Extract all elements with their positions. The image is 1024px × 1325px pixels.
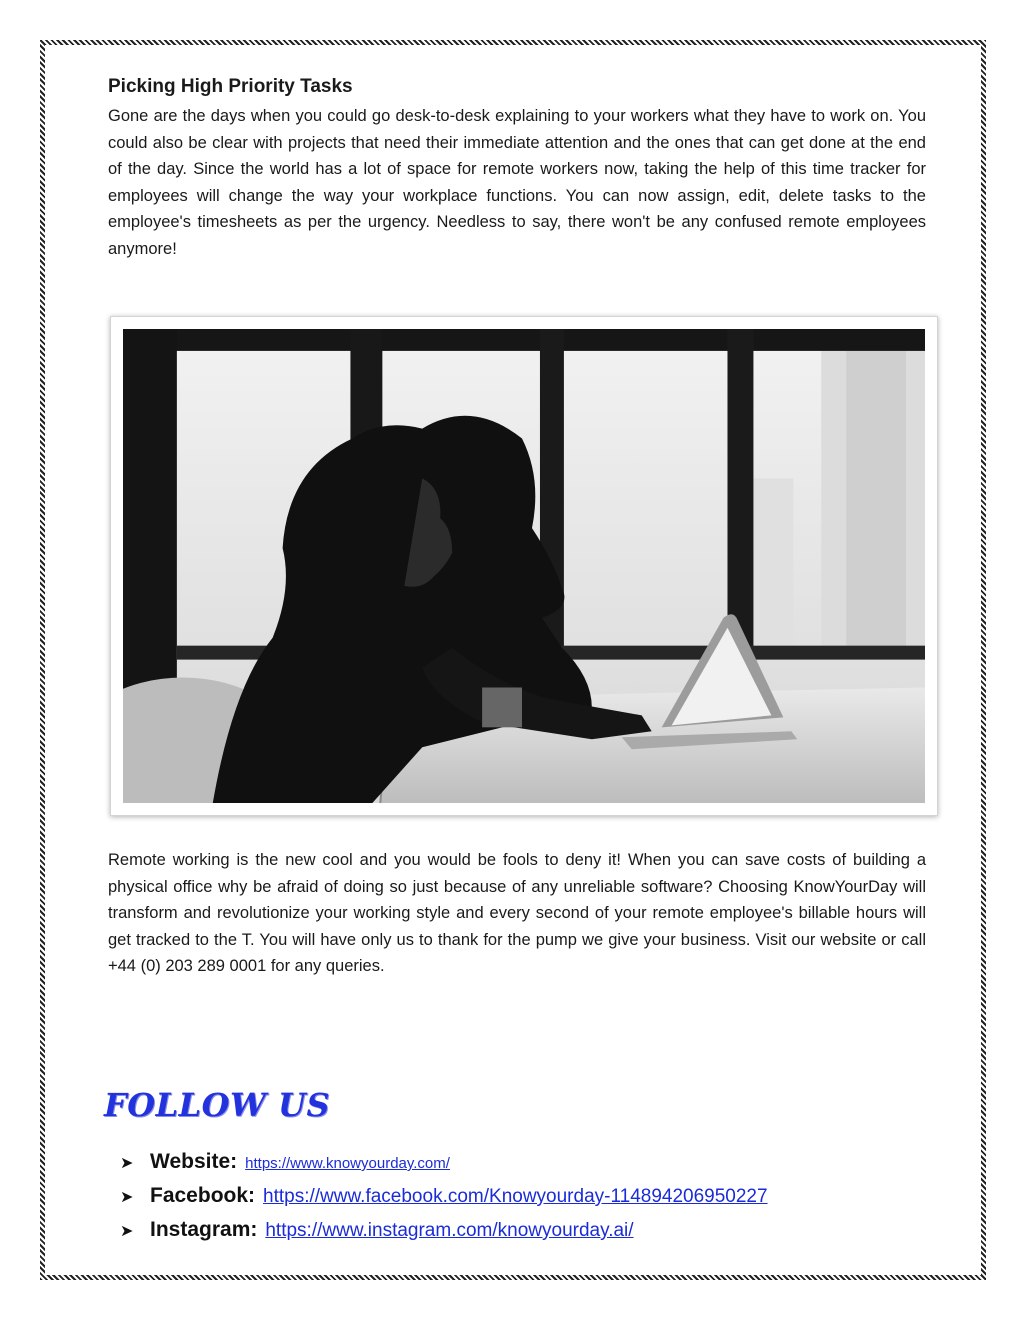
website-label: Website: — [150, 1150, 238, 1173]
follow-item-facebook — [120, 1184, 768, 1218]
arrowhead-bullet-icon: ➤ — [120, 1189, 134, 1206]
follow-item-website — [120, 1150, 768, 1184]
woman-laptop-silhouette-image — [123, 329, 925, 803]
website-link[interactable]: https://www.knowyourday.com/ — [245, 1155, 450, 1172]
instagram-label: Instagram: — [150, 1218, 258, 1241]
follow-item-instagram — [120, 1218, 768, 1252]
arrowhead-bullet-icon: ➤ — [120, 1223, 134, 1240]
facebook-link[interactable]: https://www.facebook.com/Knowyourday-114894206950227 — [263, 1186, 768, 1207]
instagram-link[interactable]: https://www.instagram.com/knowyourday.ai/ — [265, 1220, 634, 1241]
arrowhead-bullet-icon: ➤ — [120, 1155, 134, 1172]
follow-us-heading: FOLLOW US — [104, 1086, 331, 1124]
section-title: Picking High Priority Tasks — [108, 76, 353, 97]
article-photo — [110, 316, 938, 816]
intro-paragraph: Gone are the days when you could go desk-to-desk explaining to your workers what they have to work on. You could also be clear with projects that need their immediate attention and the ones that can get done at the end of the day. Since the world has a lot of space for remote workers now, taking the help of this time tracker for employees will change the way your workplace functions. You can now assign, edit, delete tasks to the employee's timesheets as per the urgency. Needless to say, there won't be any confused remote employees anymore! — [108, 107, 926, 258]
follow-links-list — [120, 1150, 768, 1252]
closing-paragraph: Remote working is the new cool and you would be fools to deny it! When you can save costs of building a physical office why be afraid of doing so just because of any unreliable software? Choosing KnowYourDay will transform and revolutionize your working style and every second of your remote employee's billable hours will get tracked to the T. You will have only us to thank for the pump we give your business. Visit our website or call +44 (0) 203 289 0001 for any queries. — [108, 851, 926, 975]
facebook-label: Facebook: — [150, 1184, 256, 1207]
